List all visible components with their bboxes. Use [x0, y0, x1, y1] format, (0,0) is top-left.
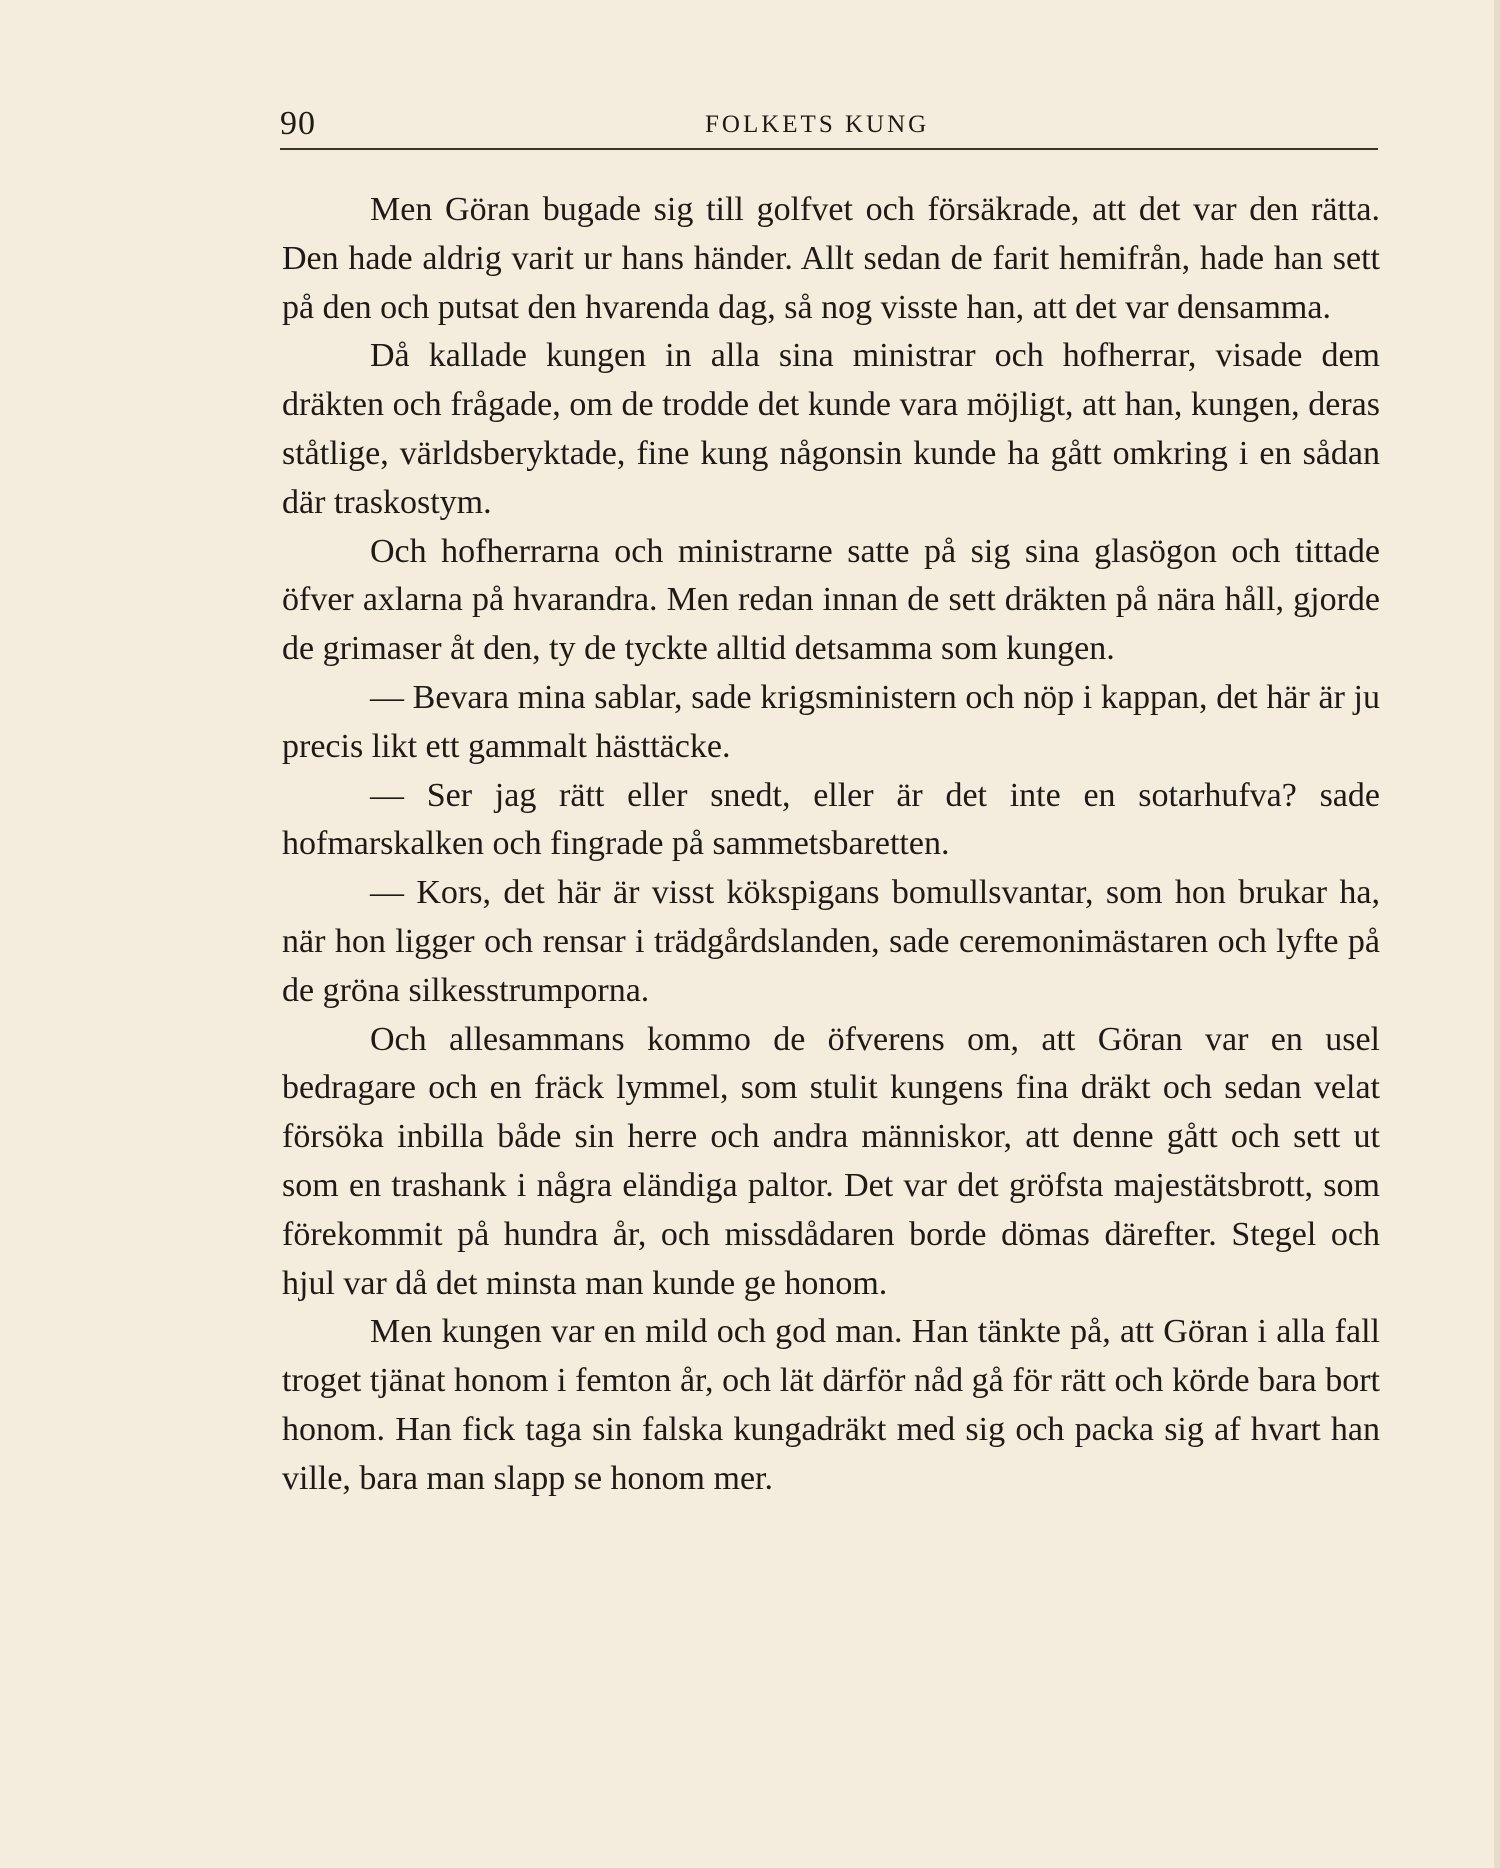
- page-header: [280, 104, 1378, 150]
- paragraph: Och allesammans kommo de öfverens om, att Göran var en usel bedragare och en fräck lymmel, som stulit kungens fina dräkt och sedan velat försöka inbilla både sin herre och andra människor, att denne gått och sett ut som en trashank i några eländiga paltor. Det var det gröfsta majestätsbrott, som förekommit på hundra år, och missdådaren borde dömas därefter. Stegel och hjul var då det minsta man kunde ge honom.: [282, 1020, 1380, 1302]
- dialogue-paragraph: — Ser jag rätt eller snedt, eller är det inte en sotarhufva? sade hofmarskalken och fingrade på sammetsbaretten.: [282, 776, 1380, 863]
- dialogue-paragraph: — Kors, det här är visst kökspigans bomullsvantar, som hon brukar ha, när hon ligger och rensar i trädgårdslanden, sade ceremonimästaren och lyfte på de gröna silkesstrumporna.: [282, 874, 1380, 1009]
- paragraph: Då kallade kungen in alla sina ministrar och hofherrar, visade dem dräkten och frågade, om de trodde det kunde vara möjligt, att han, kungen, deras ståtlige, världsberyktade, fine kung någonsin kunde ha gått omkring i en sådan där traskostym.: [282, 337, 1380, 521]
- page-edge: [1494, 0, 1500, 1868]
- page-number: 90: [280, 105, 316, 142]
- running-title: FOLKETS KUNG: [705, 111, 930, 138]
- body-text: [282, 186, 1380, 1504]
- paragraph: Men kungen var en mild och god man. Han tänkte på, att Göran i alla fall troget tjänat honom i femton år, och lät därför nåd gå för rätt och körde bara bort honom. Han fick taga sin falska kungadräkt med sig och packa sig af hvart han ville, bara man slapp se honom mer.: [282, 1313, 1380, 1497]
- paragraph: Och hofherrarna och ministrarne satte på sig sina glasögon och tittade öfver axlarna på hvarandra. Men redan innan de sett dräkten på nära håll, gjorde de grimaser åt den, ty de tyckte alltid detsamma som kungen.: [282, 532, 1380, 668]
- paragraph: Men Göran bugade sig till golfvet och försäkrade, att det var den rätta. Den hade aldrig varit ur hans händer. Allt sedan de farit hemifrån, hade han sett på den och putsat den hvarenda dag, så nog visste han, att det var densamma.: [282, 191, 1380, 326]
- dialogue-paragraph: — Bevara mina sablar, sade krigsministern och nöp i kappan, det här är ju precis likt ett gammalt hästtäcke.: [282, 678, 1380, 765]
